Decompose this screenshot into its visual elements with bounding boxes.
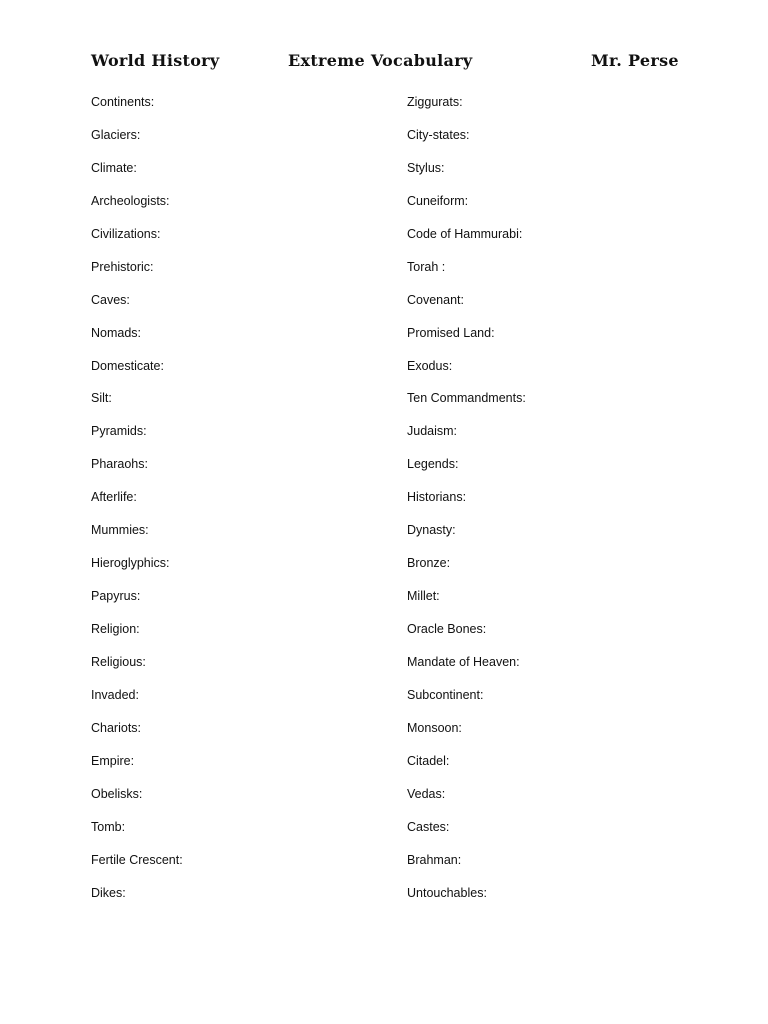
vocabulary-term: Empire:	[91, 753, 135, 768]
vocabulary-term: Obelisks:	[91, 786, 143, 801]
vocabulary-term: Nomads:	[91, 325, 142, 340]
vocabulary-term: Hieroglyphics:	[91, 556, 170, 571]
vocabulary-term: Untouchables:	[407, 885, 487, 900]
worksheet-title: Extreme Vocabulary	[288, 51, 473, 70]
vocabulary-term: Prehistoric:	[91, 259, 154, 274]
vocabulary-term: Papyrus:	[91, 589, 141, 604]
vocabulary-term: Domesticate:	[91, 358, 164, 373]
vocabulary-term: Vedas:	[407, 786, 446, 801]
vocabulary-term: Monsoon:	[407, 720, 462, 735]
vocabulary-term: Mummies:	[91, 523, 149, 538]
vocabulary-term: Legends:	[407, 457, 459, 472]
vocabulary-term: Glaciers:	[91, 127, 141, 142]
vocabulary-term: Code of Hammurabi:	[407, 226, 523, 241]
vocabulary-term: Silt:	[91, 391, 112, 406]
vocabulary-term: Ten Commandments:	[407, 391, 526, 406]
vocabulary-term: Continents:	[91, 95, 155, 109]
teacher-name: Mr. Perse	[591, 51, 679, 70]
vocabulary-term: Caves:	[91, 292, 130, 307]
vocabulary-term: Mandate of Heaven:	[407, 654, 520, 669]
page-header	[0, 49, 768, 73]
vocabulary-term: Ziggurats:	[407, 95, 463, 109]
course-title: World History	[91, 51, 220, 70]
vocabulary-term: Archeologists:	[91, 193, 170, 208]
vocabulary-term: Cuneiform:	[407, 193, 469, 208]
vocabulary-term: Chariots:	[91, 720, 142, 735]
vocabulary-term: Historians:	[407, 490, 467, 505]
vocabulary-term: Invaded:	[91, 687, 139, 702]
vocabulary-term: Millet:	[407, 589, 440, 604]
vocabulary-list-left	[91, 92, 371, 915]
vocabulary-term: Religion:	[91, 622, 140, 636]
vocabulary-list-right	[407, 92, 707, 915]
vocabulary-term: Tomb:	[91, 819, 126, 834]
vocabulary-term: Pharaohs:	[91, 457, 148, 472]
vocabulary-term: Bronze:	[407, 556, 451, 571]
vocabulary-term: Fertile Crescent:	[91, 852, 183, 867]
vocabulary-term: Exodus:	[407, 358, 453, 373]
vocabulary-term: Pyramids:	[91, 424, 147, 439]
vocabulary-term: Civilizations:	[91, 226, 161, 241]
vocabulary-term: Subcontinent:	[407, 687, 484, 702]
vocabulary-term: Dikes:	[91, 885, 126, 900]
vocabulary-term: Oracle Bones:	[407, 622, 487, 636]
vocabulary-term: Citadel:	[407, 753, 450, 768]
vocabulary-term: City-states:	[407, 127, 470, 142]
vocabulary-term: Judaism:	[407, 424, 458, 439]
vocabulary-term: Climate:	[91, 160, 137, 175]
vocabulary-term: Brahman:	[407, 852, 462, 867]
vocabulary-term: Dynasty:	[407, 523, 456, 538]
vocabulary-term: Torah :	[407, 259, 446, 274]
vocabulary-term: Stylus:	[407, 160, 445, 175]
vocabulary-term: Religious:	[91, 654, 146, 669]
vocabulary-term: Covenant:	[407, 292, 464, 307]
vocabulary-term: Promised Land:	[407, 325, 495, 340]
vocabulary-term: Castes:	[407, 819, 450, 834]
vocabulary-term: Afterlife:	[91, 490, 137, 505]
